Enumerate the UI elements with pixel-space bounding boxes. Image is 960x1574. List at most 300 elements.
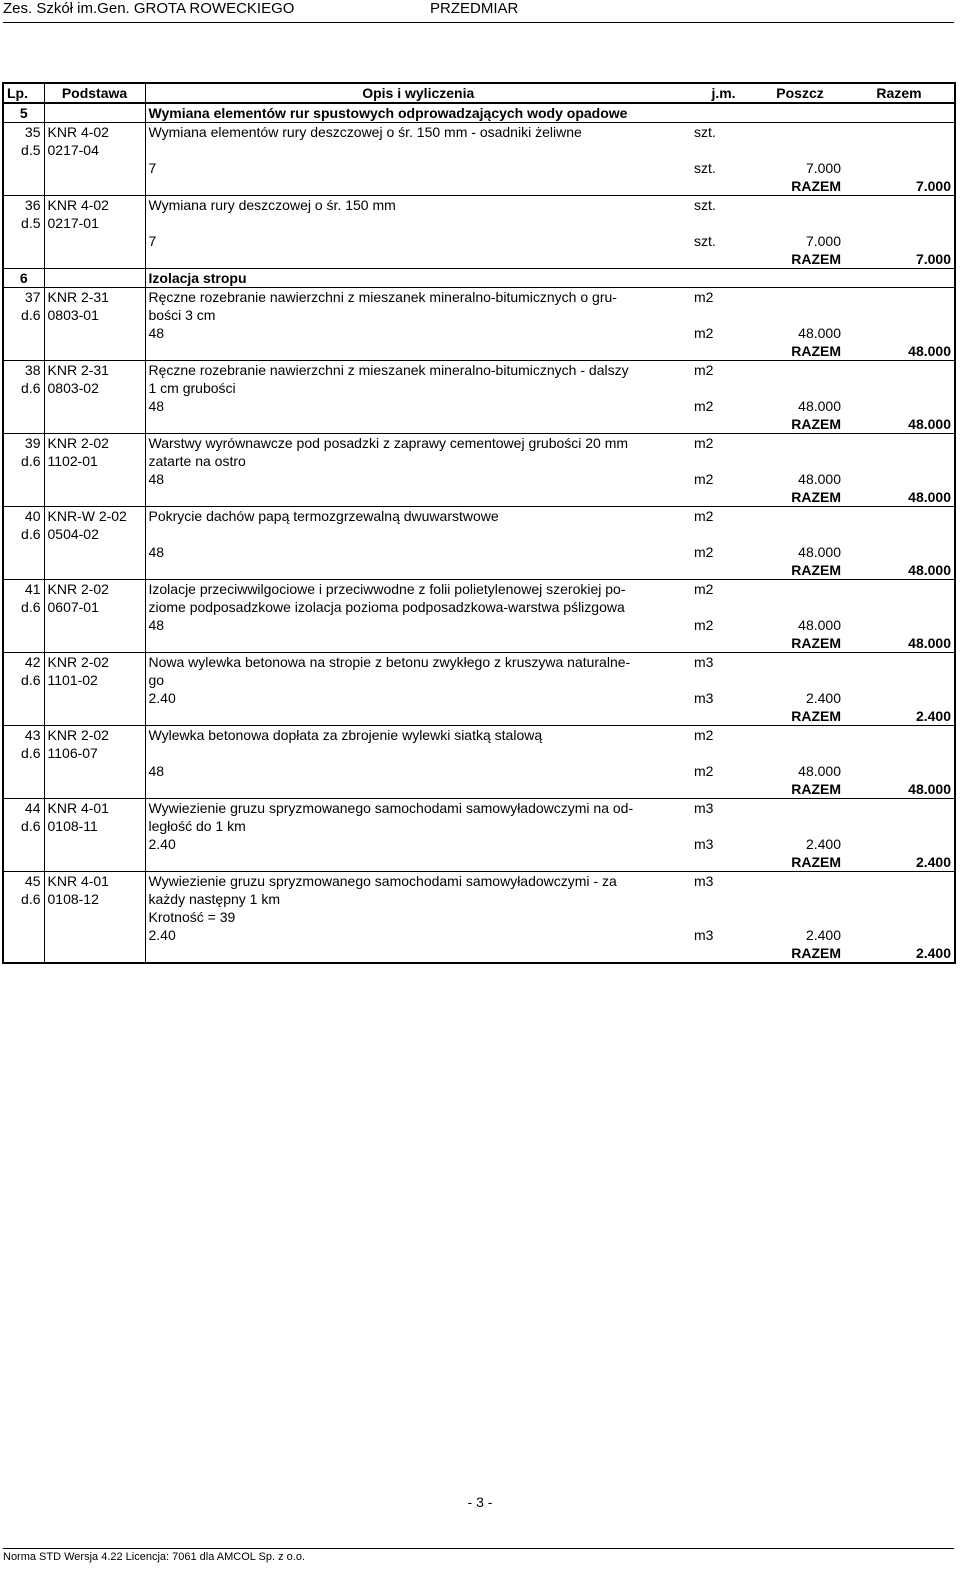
calculation-row [3, 835, 955, 853]
cont-unit-empty [691, 744, 756, 762]
position-catalog: 0108-11 [44, 817, 145, 835]
position-razem-empty [844, 507, 955, 526]
razem-row [3, 177, 955, 196]
position-catalog: 0504-02 [44, 525, 145, 543]
cont-poszcz-empty [756, 379, 844, 397]
section-basis [44, 103, 145, 123]
section-number: 6 [3, 269, 44, 288]
position-catalog: 0803-02 [44, 379, 145, 397]
position-basis: KNR 4-02 [44, 196, 145, 215]
calc-basis-empty [44, 835, 145, 853]
calc-basis-empty [44, 689, 145, 707]
position-number: 36 [3, 196, 44, 215]
position-catalog: 0217-04 [44, 141, 145, 159]
document-type: PRZEDMIAR [430, 0, 519, 17]
calculation-unit: m2 [694, 325, 714, 341]
razem-unit-empty [691, 707, 756, 726]
section-number: 5 [3, 103, 44, 123]
razem-label: RAZEM [756, 853, 844, 872]
calculation-unit: m2 [694, 617, 714, 633]
section-title: Izolacja stropu [145, 269, 955, 288]
footer-rule [3, 1548, 954, 1549]
position-basis: KNR 2-31 [44, 361, 145, 380]
table-header-row [3, 83, 955, 103]
calc-basis-empty [44, 232, 145, 250]
razem-total: 48.000 [844, 780, 955, 799]
position-chapter: d.5 [3, 214, 44, 232]
position-number: 40 [3, 507, 44, 526]
calculation-expression: 2.40 [148, 927, 176, 943]
position-description: Wylewka betonowa dopłata za zbrojenie wylewki siatką stalową [145, 726, 691, 745]
calculation-value: 7.000 [805, 233, 841, 249]
cont-unit-empty [691, 141, 756, 159]
position-unit: m2 [691, 361, 756, 380]
cont-poszcz-empty [756, 452, 844, 470]
razem-row [3, 780, 955, 799]
cont-unit-empty [691, 306, 756, 324]
position-number: 39 [3, 434, 44, 453]
calculation-value: 48.000 [798, 617, 841, 633]
calc-lp-empty [3, 543, 44, 561]
position-description: Wymiana elementów rury deszczowej o śr. 150 mm - osadniki żeliwne [145, 123, 691, 142]
calculation-row [3, 543, 955, 561]
position-poszcz-empty [756, 507, 844, 526]
razem-desc-empty [145, 853, 691, 872]
razem-desc-empty [145, 707, 691, 726]
position-basis: KNR 2-02 [44, 580, 145, 599]
razem-label: RAZEM [756, 561, 844, 580]
razem-lp-empty [3, 488, 44, 507]
cont-unit-empty [691, 379, 756, 397]
position-razem-empty [844, 361, 955, 380]
position-unit: m2 [691, 288, 756, 307]
position-row [3, 726, 955, 745]
calculation-unit: szt. [694, 160, 716, 176]
razem-row [3, 707, 955, 726]
position-chapter: d.6 [3, 452, 44, 470]
position-razem-empty [844, 726, 955, 745]
position-basis: KNR 2-31 [44, 288, 145, 307]
calculation-value: 48.000 [798, 763, 841, 779]
position-unit: m2 [691, 726, 756, 745]
razem-lp-empty [3, 853, 44, 872]
position-row-cont [3, 306, 955, 324]
position-row [3, 872, 955, 891]
calculation-expression: 7 [148, 160, 157, 176]
calculation-expression: 2.40 [148, 836, 176, 852]
calculation-value: 2.400 [805, 690, 841, 706]
position-poszcz-empty [756, 361, 844, 380]
position-razem-empty [844, 872, 955, 891]
razem-row [3, 561, 955, 580]
position-number: 35 [3, 123, 44, 142]
razem-unit-empty [691, 853, 756, 872]
cont-razem-empty [844, 141, 955, 159]
calc-razem-empty [844, 616, 955, 634]
position-poszcz-empty [756, 196, 844, 215]
calc-lp-empty [3, 397, 44, 415]
position-unit: m3 [691, 653, 756, 672]
razem-unit-empty [691, 561, 756, 580]
calc-razem-empty [844, 835, 955, 853]
position-chapter: d.6 [3, 744, 44, 762]
calc-lp-empty [3, 232, 44, 250]
calculation-row [3, 324, 955, 342]
position-unit: m2 [691, 507, 756, 526]
section-row [3, 269, 955, 288]
cont-poszcz-empty [756, 890, 844, 908]
razem-basis-empty [44, 561, 145, 580]
razem-desc-empty [145, 944, 691, 963]
position-description-cont [145, 744, 691, 762]
col-podstawa: Podstawa [44, 83, 145, 103]
position-basis: KNR-W 2-02 [44, 507, 145, 526]
razem-row [3, 488, 955, 507]
razem-total: 7.000 [844, 250, 955, 269]
razem-basis-empty [44, 250, 145, 269]
razem-basis-empty [44, 342, 145, 361]
position-catalog: 1101-02 [44, 671, 145, 689]
calc-lp-empty [3, 689, 44, 707]
calc-razem-empty [844, 926, 955, 944]
razem-basis-empty [44, 944, 145, 963]
calc-basis-empty [44, 616, 145, 634]
position-description: Ręczne rozebranie nawierzchni z mieszanek mineralno-bitumicznych - dalszy [145, 361, 691, 380]
cont-poszcz-empty [756, 525, 844, 543]
position-description-cont: go [148, 672, 165, 688]
position-description-cont: 1 cm grubości [148, 380, 236, 396]
empty-unit [691, 908, 756, 926]
calculation-expression: 7 [148, 233, 157, 249]
razem-unit-empty [691, 177, 756, 196]
calc-razem-empty [844, 397, 955, 415]
position-description: Warstwy wyrównawcze pod posadzki z zaprawy cementowej grubości 20 mm [145, 434, 691, 453]
calculation-value: 7.000 [805, 160, 841, 176]
position-row-cont [3, 379, 955, 397]
position-row [3, 580, 955, 599]
cont-unit-empty [691, 452, 756, 470]
position-row-cont [3, 214, 955, 232]
position-basis: KNR 4-02 [44, 123, 145, 142]
calculation-expression: 48 [148, 471, 165, 487]
cont-poszcz-empty [756, 817, 844, 835]
cont-unit-empty [691, 598, 756, 616]
position-number: 44 [3, 799, 44, 818]
position-multiplier: Krotność = 39 [148, 909, 236, 925]
position-unit: m2 [691, 580, 756, 599]
position-poszcz-empty [756, 580, 844, 599]
position-row [3, 434, 955, 453]
position-razem-empty [844, 434, 955, 453]
header-rule [3, 22, 954, 23]
position-row [3, 123, 955, 142]
position-description: Pokrycie dachów papą termozgrzewalną dwuwarstwowe [145, 507, 691, 526]
position-row [3, 288, 955, 307]
cont-razem-empty [844, 452, 955, 470]
calc-lp-empty [3, 616, 44, 634]
razem-desc-empty [145, 415, 691, 434]
razem-basis-empty [44, 780, 145, 799]
calculation-expression: 48 [148, 763, 165, 779]
position-number: 45 [3, 872, 44, 891]
razem-basis-empty [44, 634, 145, 653]
position-razem-empty [844, 196, 955, 215]
calculation-row [3, 926, 955, 944]
cont-razem-empty [844, 306, 955, 324]
calculation-row [3, 689, 955, 707]
position-unit: m2 [691, 434, 756, 453]
position-catalog: 0217-01 [44, 214, 145, 232]
position-row [3, 361, 955, 380]
cont-razem-empty [844, 379, 955, 397]
calculation-unit: m2 [694, 471, 714, 487]
calculation-expression: 2.40 [148, 690, 176, 706]
calculation-value: 2.400 [805, 927, 841, 943]
cont-razem-empty [844, 214, 955, 232]
position-row-cont [3, 817, 955, 835]
section-title: Wymiana elementów rur spustowych odprowadzających wody opadowe [145, 103, 955, 123]
position-razem-empty [844, 799, 955, 818]
section-basis [44, 269, 145, 288]
position-description: Izolacje przeciwwilgociowe i przeciwwodne z folii polietylenowej szerokiej po- [145, 580, 691, 599]
col-lp: Lp. [3, 83, 44, 103]
calculation-unit: szt. [694, 233, 716, 249]
cont-poszcz-empty [756, 744, 844, 762]
razem-row [3, 415, 955, 434]
razem-lp-empty [3, 780, 44, 799]
position-row [3, 653, 955, 672]
school-name: Zes. Szkół im.Gen. GROTA ROWECKIEGO [3, 0, 295, 17]
position-chapter: d.6 [3, 379, 44, 397]
position-poszcz-empty [756, 726, 844, 745]
calculation-expression: 48 [148, 617, 165, 633]
razem-desc-empty [145, 780, 691, 799]
calc-lp-empty [3, 470, 44, 488]
position-row-cont [3, 744, 955, 762]
calculation-value: 48.000 [798, 325, 841, 341]
position-basis: KNR 2-02 [44, 434, 145, 453]
razem-total: 48.000 [844, 561, 955, 580]
position-basis: KNR 4-01 [44, 799, 145, 818]
position-catalog: 0108-12 [44, 890, 145, 908]
position-chapter: d.6 [3, 817, 44, 835]
cont-unit-empty [691, 817, 756, 835]
position-unit: m3 [691, 872, 756, 891]
position-poszcz-empty [756, 288, 844, 307]
position-unit: szt. [691, 196, 756, 215]
position-description-cont: ziome podposadzkowe izolacja pozioma podposadzkowa-warstwa pślizgowa [148, 599, 625, 615]
empty-basis [44, 908, 145, 926]
razem-row [3, 342, 955, 361]
calc-basis-empty [44, 543, 145, 561]
cont-unit-empty [691, 214, 756, 232]
calc-lp-empty [3, 926, 44, 944]
razem-total: 48.000 [844, 634, 955, 653]
position-description-cont [145, 525, 691, 543]
razem-lp-empty [3, 944, 44, 963]
page-number: - 3 - [467, 1494, 493, 1510]
position-razem-empty [844, 288, 955, 307]
razem-unit-empty [691, 415, 756, 434]
razem-row [3, 853, 955, 872]
calc-lp-empty [3, 835, 44, 853]
calculation-unit: m3 [694, 690, 714, 706]
razem-label: RAZEM [756, 177, 844, 196]
calc-basis-empty [44, 470, 145, 488]
position-unit: szt. [691, 123, 756, 142]
razem-basis-empty [44, 415, 145, 434]
razem-lp-empty [3, 707, 44, 726]
calc-razem-empty [844, 159, 955, 177]
position-razem-empty [844, 580, 955, 599]
calculation-expression: 48 [148, 544, 165, 560]
razem-desc-empty [145, 177, 691, 196]
position-description-cont: zatarte na ostro [148, 453, 246, 469]
position-poszcz-empty [756, 123, 844, 142]
cont-razem-empty [844, 890, 955, 908]
razem-label: RAZEM [756, 707, 844, 726]
razem-total: 2.400 [844, 853, 955, 872]
position-description-cont [145, 214, 691, 232]
position-chapter: d.6 [3, 671, 44, 689]
calc-razem-empty [844, 543, 955, 561]
position-number: 38 [3, 361, 44, 380]
calculation-unit: m3 [694, 836, 714, 852]
razem-row [3, 634, 955, 653]
position-description: Wywiezienie gruzu spryzmowanego samochodami samowyładowczymi - za [145, 872, 691, 891]
cont-unit-empty [691, 671, 756, 689]
calc-basis-empty [44, 926, 145, 944]
calc-basis-empty [44, 762, 145, 780]
position-basis: KNR 2-02 [44, 653, 145, 672]
position-catalog: 1102-01 [44, 452, 145, 470]
position-poszcz-empty [756, 653, 844, 672]
position-chapter: d.6 [3, 598, 44, 616]
position-basis: KNR 2-02 [44, 726, 145, 745]
cont-poszcz-empty [756, 214, 844, 232]
section-row [3, 103, 955, 123]
cont-razem-empty [844, 671, 955, 689]
position-description-cont: każdy następny 1 km [148, 891, 281, 907]
razem-unit-empty [691, 780, 756, 799]
calc-basis-empty [44, 159, 145, 177]
position-row-cont [3, 671, 955, 689]
calculation-row [3, 397, 955, 415]
position-chapter: d.5 [3, 141, 44, 159]
razem-unit-empty [691, 250, 756, 269]
razem-total: 2.400 [844, 944, 955, 963]
cont-unit-empty [691, 890, 756, 908]
razem-lp-empty [3, 634, 44, 653]
calc-basis-empty [44, 324, 145, 342]
razem-total: 2.400 [844, 707, 955, 726]
calculation-unit: m3 [694, 927, 714, 943]
calculation-value: 2.400 [805, 836, 841, 852]
razem-total: 48.000 [844, 488, 955, 507]
position-chapter: d.6 [3, 525, 44, 543]
position-poszcz-empty [756, 872, 844, 891]
cont-razem-empty [844, 598, 955, 616]
razem-desc-empty [145, 250, 691, 269]
razem-label: RAZEM [756, 250, 844, 269]
cont-poszcz-empty [756, 671, 844, 689]
position-description: Ręczne rozebranie nawierzchni z mieszanek mineralno-bitumicznych o gru- [145, 288, 691, 307]
razem-unit-empty [691, 488, 756, 507]
razem-lp-empty [3, 561, 44, 580]
position-row [3, 507, 955, 526]
razem-total: 48.000 [844, 342, 955, 361]
position-description-cont: ległość do 1 km [148, 818, 246, 834]
razem-row [3, 250, 955, 269]
razem-total: 48.000 [844, 415, 955, 434]
col-razem: Razem [844, 83, 955, 103]
razem-label: RAZEM [756, 780, 844, 799]
razem-lp-empty [3, 177, 44, 196]
position-description-cont: bości 3 cm [148, 307, 216, 323]
position-number: 43 [3, 726, 44, 745]
razem-label: RAZEM [756, 342, 844, 361]
empty-lp [3, 908, 44, 926]
calculation-row [3, 762, 955, 780]
calc-lp-empty [3, 324, 44, 342]
calculation-row [3, 470, 955, 488]
calculation-value: 48.000 [798, 544, 841, 560]
position-row-cont [3, 598, 955, 616]
calc-razem-empty [844, 232, 955, 250]
cont-poszcz-empty [756, 306, 844, 324]
razem-desc-empty [145, 488, 691, 507]
calc-lp-empty [3, 762, 44, 780]
cont-razem-empty [844, 744, 955, 762]
cont-unit-empty [691, 525, 756, 543]
calculation-expression: 48 [148, 325, 165, 341]
razem-lp-empty [3, 342, 44, 361]
calculation-row [3, 232, 955, 250]
calculation-unit: m2 [694, 544, 714, 560]
position-row-cont [3, 908, 955, 926]
razem-label: RAZEM [756, 944, 844, 963]
position-number: 41 [3, 580, 44, 599]
position-chapter: d.6 [3, 306, 44, 324]
razem-label: RAZEM [756, 634, 844, 653]
razem-lp-empty [3, 415, 44, 434]
position-row-cont [3, 452, 955, 470]
cont-razem-empty [844, 817, 955, 835]
empty-razem [844, 908, 955, 926]
razem-desc-empty [145, 342, 691, 361]
razem-row [3, 944, 955, 963]
position-poszcz-empty [756, 434, 844, 453]
position-number: 42 [3, 653, 44, 672]
position-description-cont [145, 141, 691, 159]
position-unit: m3 [691, 799, 756, 818]
position-poszcz-empty [756, 799, 844, 818]
calculation-unit: m2 [694, 763, 714, 779]
razem-unit-empty [691, 634, 756, 653]
calculation-row [3, 616, 955, 634]
razem-label: RAZEM [756, 488, 844, 507]
estimate-table [2, 82, 956, 964]
position-description: Nowa wylewka betonowa na stropie z betonu zwykłego z kruszywa naturalne- [145, 653, 691, 672]
position-catalog: 1106-07 [44, 744, 145, 762]
calc-razem-empty [844, 470, 955, 488]
position-razem-empty [844, 123, 955, 142]
position-razem-empty [844, 653, 955, 672]
position-chapter: d.6 [3, 890, 44, 908]
razem-total: 7.000 [844, 177, 955, 196]
calculation-value: 48.000 [798, 471, 841, 487]
razem-basis-empty [44, 707, 145, 726]
